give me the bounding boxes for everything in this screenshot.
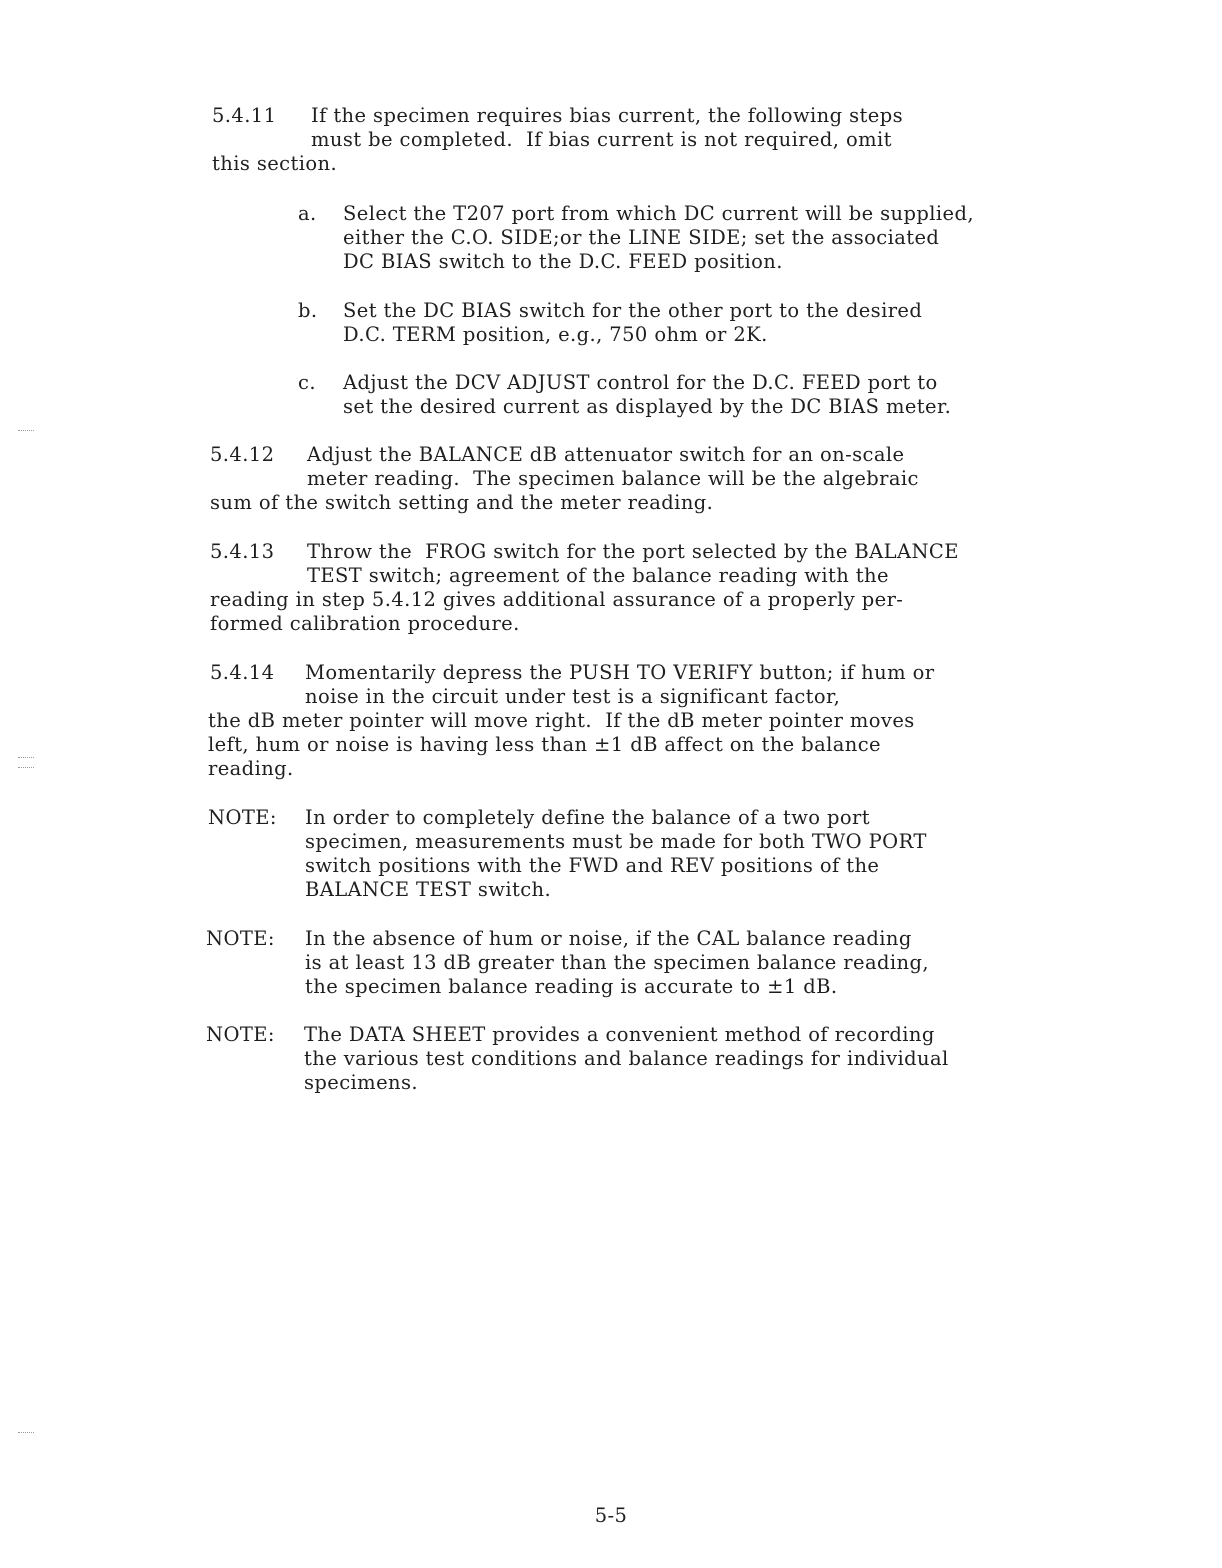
note-line: specimen, measurements must be made for both TWO PORT [305,830,927,853]
note-label: NOTE: [208,806,277,829]
scan-speck [18,757,34,759]
scan-speck [18,767,34,769]
section-number: 5.4.14 [210,661,275,684]
paragraph-line: sum of the switch setting and the meter reading. [210,491,714,514]
item-letter: c. [298,371,316,394]
note-line: the various test conditions and balance readings for individual [304,1047,949,1070]
paragraph-line: meter reading. The specimen balance will be the algebraic [307,467,919,490]
note-label: NOTE: [206,927,275,950]
scan-speck [18,430,34,432]
item-line: Select the T207 port from which DC current will be supplied, [343,202,974,225]
section-number: 5.4.12 [210,443,275,466]
note-line: specimens. [304,1071,418,1094]
paragraph-line: left, hum or noise is having less than ±1 dB affect on the balance [208,733,881,756]
paragraph-line: Throw the FROG switch for the port selected by the BALANCE [307,540,959,563]
item-line: DC BIAS switch to the D.C. FEED position. [343,250,783,273]
section-number: 5.4.11 [212,104,277,127]
item-line: Set the DC BIAS switch for the other port to the desired [343,299,923,322]
note-line: BALANCE TEST switch. [305,878,552,901]
paragraph-line: must be completed. If bias current is not required, omit [311,128,892,151]
note-line: In the absence of hum or noise, if the CAL balance reading [305,927,912,950]
paragraph-line: the dB meter pointer will move right. If the dB meter pointer moves [208,709,915,732]
item-line: Adjust the DCV ADJUST control for the D.C. FEED port to [343,371,938,394]
note-line: In order to completely define the balance of a two port [305,806,871,829]
paragraph-line: noise in the circuit under test is a significant factor, [305,685,841,708]
item-letter: a. [298,202,317,225]
scan-speck [18,1432,34,1434]
paragraph-line: Momentarily depress the PUSH TO VERIFY button; if hum or [305,661,935,684]
item-letter: b. [298,299,318,322]
paragraph-line: reading. [208,757,294,780]
note-label: NOTE: [206,1023,275,1046]
section-number: 5.4.13 [210,540,275,563]
item-line: set the desired current as displayed by the DC BIAS meter. [343,395,952,418]
item-line: either the C.O. SIDE;or the LINE SIDE; set the associated [343,226,940,249]
page-number: 5-5 [594,1504,628,1527]
paragraph-line: Adjust the BALANCE dB attenuator switch for an on-scale [307,443,905,466]
paragraph-line: If the specimen requires bias current, the following steps [311,104,903,127]
note-line: the specimen balance reading is accurate to ±1 dB. [305,975,838,998]
item-line: D.C. TERM position, e.g., 750 ohm or 2K. [343,323,768,346]
paragraph-line: reading in step 5.4.12 gives additional assurance of a properly per- [210,588,904,611]
note-line: The DATA SHEET provides a convenient method of recording [304,1023,935,1046]
note-line: switch positions with the FWD and REV positions of the [305,854,880,877]
paragraph-line: this section. [212,152,338,175]
paragraph-line: TEST switch; agreement of the balance reading with the [307,564,889,587]
note-line: is at least 13 dB greater than the specimen balance reading, [305,951,929,974]
paragraph-line: formed calibration procedure. [210,612,520,635]
